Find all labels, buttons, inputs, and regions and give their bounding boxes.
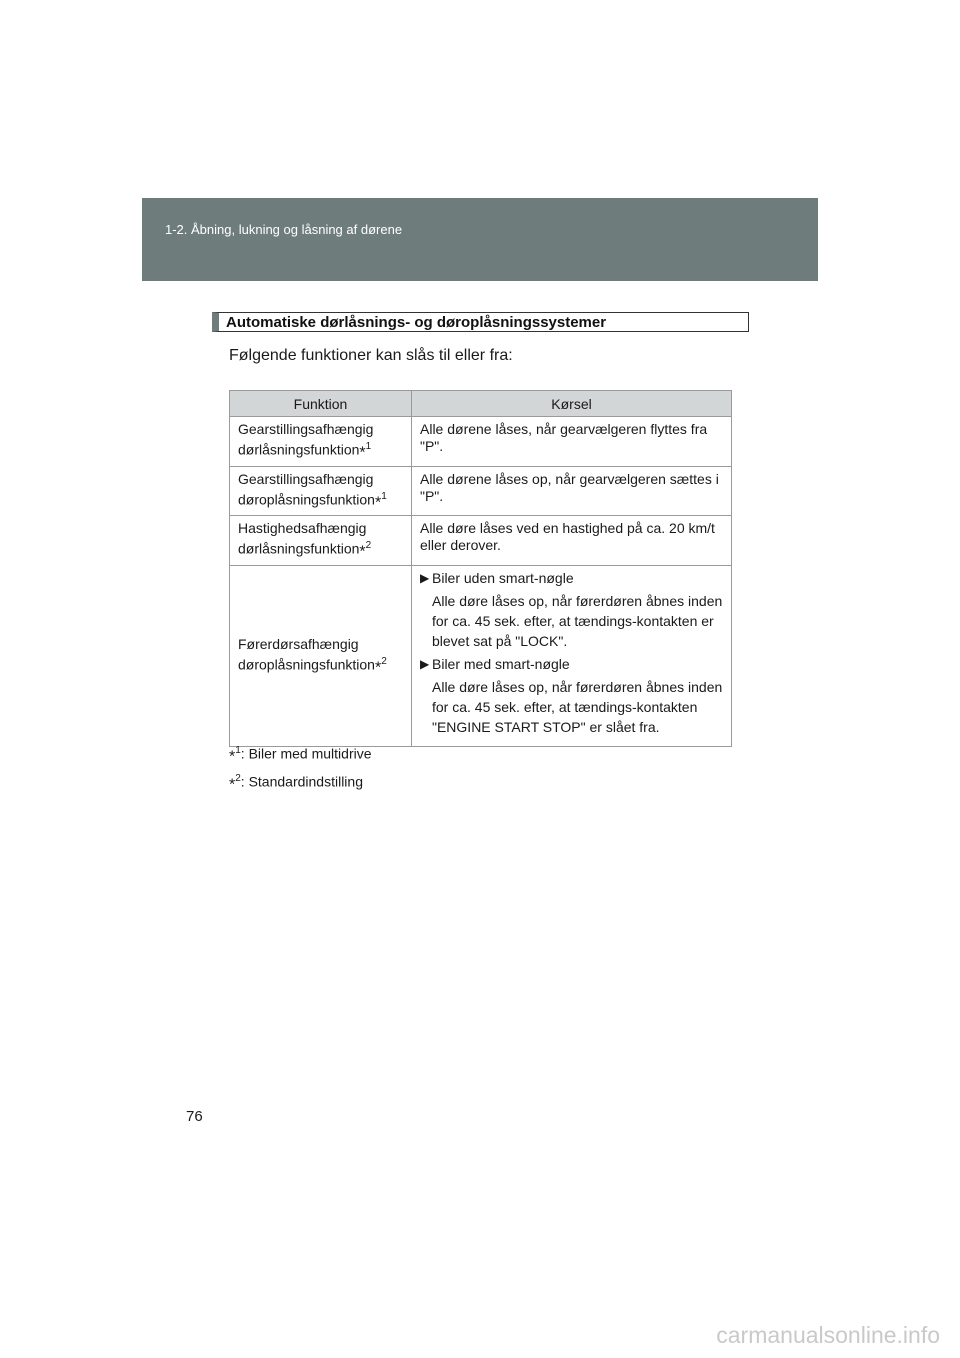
footnote-1: *$^1$: Biler med multidrive (229, 745, 372, 766)
function-line2: døroplåsningsfunktion (238, 656, 375, 673)
footnote-ref: 1 (365, 441, 372, 452)
option-label: Biler med smart-nøgle (432, 655, 570, 672)
function-line1: Hastighedsafhængig (238, 520, 367, 537)
option-no-smart-key (420, 570, 723, 651)
triangle-marker-icon: ▶ (420, 656, 430, 671)
table-header-row (230, 391, 732, 417)
function-line2: døroplåsningsfunktion (238, 491, 375, 508)
page-number: 76 (186, 1108, 203, 1125)
function-line1: Førerdørsafhængig (238, 635, 359, 652)
section-title: 1-2. Åbning, lukning og låsning af dørene (165, 222, 403, 237)
table-row (230, 516, 732, 566)
topic-title-box (212, 312, 749, 332)
function-line2: dørlåsningsfunktion (238, 441, 360, 458)
topic-title: Automatiske dørlåsnings- og døroplåsningssystemer (226, 314, 607, 331)
function-cell (230, 417, 412, 467)
header-operation: Kørsel (412, 391, 732, 417)
footnote-star: * (359, 543, 366, 561)
option-text: Alle døre låses op, når førerdøren åbnes inden for ca. 45 sek. efter, at tændings-kontakten "ENGINE START STOP" er slået fra. (432, 678, 723, 735)
table-row (230, 565, 732, 746)
operation-cell: Alle dørene låses, når gearvælgeren flyttes fra "P". (412, 417, 732, 467)
option-text: Alle døre låses op, når førerdøren åbnes inden for ca. 45 sek. efter, at tændings-kontakten er blevet sat på "LOCK". (432, 592, 723, 649)
footnote-star: * (374, 659, 382, 677)
triangle-marker-icon: ▶ (420, 570, 430, 585)
operation-cell: Alle døre låses ved en hastighed på ca. 20 km/t eller derover. (412, 516, 732, 566)
option-with-smart-key (420, 656, 723, 737)
function-table (229, 390, 732, 747)
function-cell (230, 565, 412, 746)
table-row (230, 466, 732, 516)
function-line1: Gearstillingsafhængig (238, 470, 374, 487)
operation-cell (412, 565, 732, 746)
footnote-ref: 1 (381, 490, 387, 502)
footnote-star: * (359, 444, 366, 462)
option-label: Biler uden smart-nøgle (432, 569, 574, 586)
function-cell (230, 466, 412, 516)
intro-text: Følgende funktioner kan slås til eller fra: (229, 347, 513, 364)
header-function: Funktion (230, 391, 412, 417)
operation-cell: Alle dørene låses op, når gearvælgeren sættes i "P". (412, 466, 732, 516)
footnotes (229, 740, 372, 795)
function-line1: Gearstillingsafhængig (238, 421, 374, 437)
footnote-2: *$^2$: Standardindstilling (229, 772, 363, 794)
table-row (230, 417, 732, 467)
function-cell (230, 516, 412, 566)
section-header-band (142, 198, 818, 281)
footnote-star: * (374, 494, 382, 512)
footnote-ref: 2 (365, 540, 372, 552)
footnote-ref: 2 (381, 655, 387, 667)
function-line2: dørlåsningsfunktion (238, 540, 360, 557)
watermark: carmanualsonline.info (716, 1322, 940, 1348)
